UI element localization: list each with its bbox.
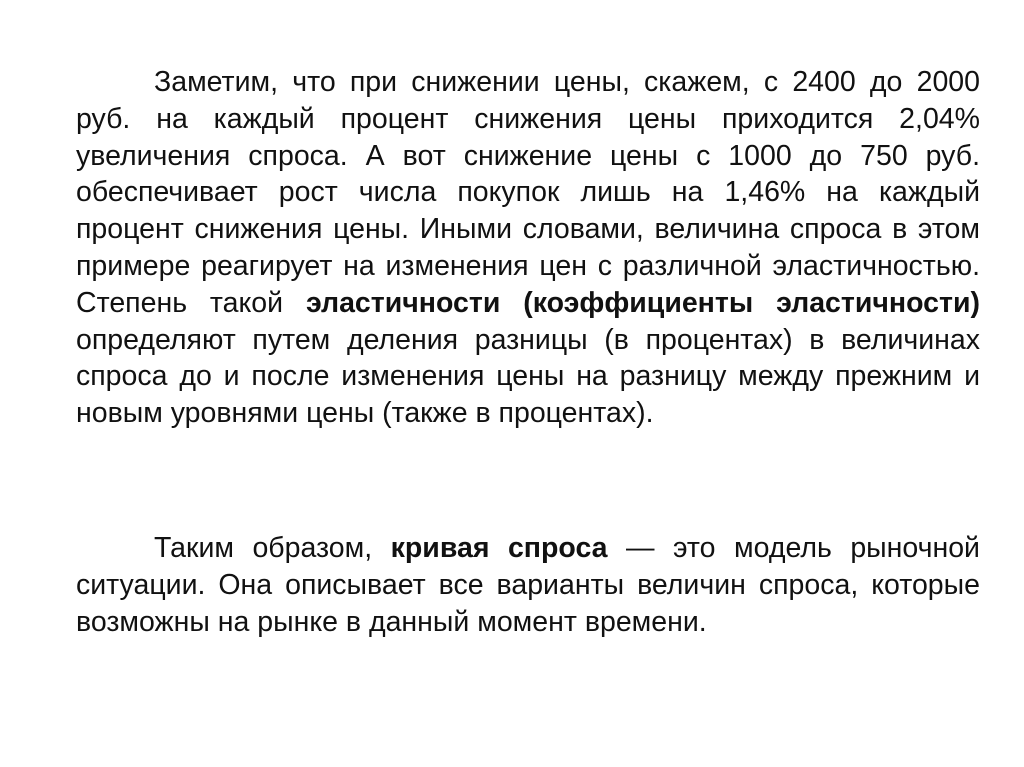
paragraph-elasticity bbox=[76, 64, 980, 432]
paragraph-2-text-part-2: — это модель рыночной ситуации. Она описывает все варианты величин спроса, которые возможны на рынке в данный момент времени. bbox=[76, 532, 980, 638]
term-demand-curve: кривая спроса bbox=[390, 532, 608, 564]
paragraph-1-text-part-1: Заметим, что при снижении цены, скажем, с 2400 до 2000 руб. на каждый процент снижения цены приходится 2,04% увеличения спроса. А вот снижение цены с 1000 до 750 руб. обеспечивает рост числа покупок лишь на 1,46% на каждый процент снижения цены. Иными словами, величина спроса в этом примере реагирует на изменения цен с различной эластичностью. Степень такой bbox=[76, 66, 980, 319]
paragraph-1-text-part-2: определяют путем деления разницы (в процентах) в величинах спроса до и после изменения цены на разницу между прежним и новым уровнями цены (также в процентах). bbox=[76, 323, 980, 430]
paragraph-2-text-part-1: Таким образом, bbox=[154, 532, 391, 564]
paragraph-demand-curve bbox=[76, 530, 980, 640]
term-elasticity-coefficients: эластичности (коэффициенты эластичности) bbox=[305, 286, 980, 319]
